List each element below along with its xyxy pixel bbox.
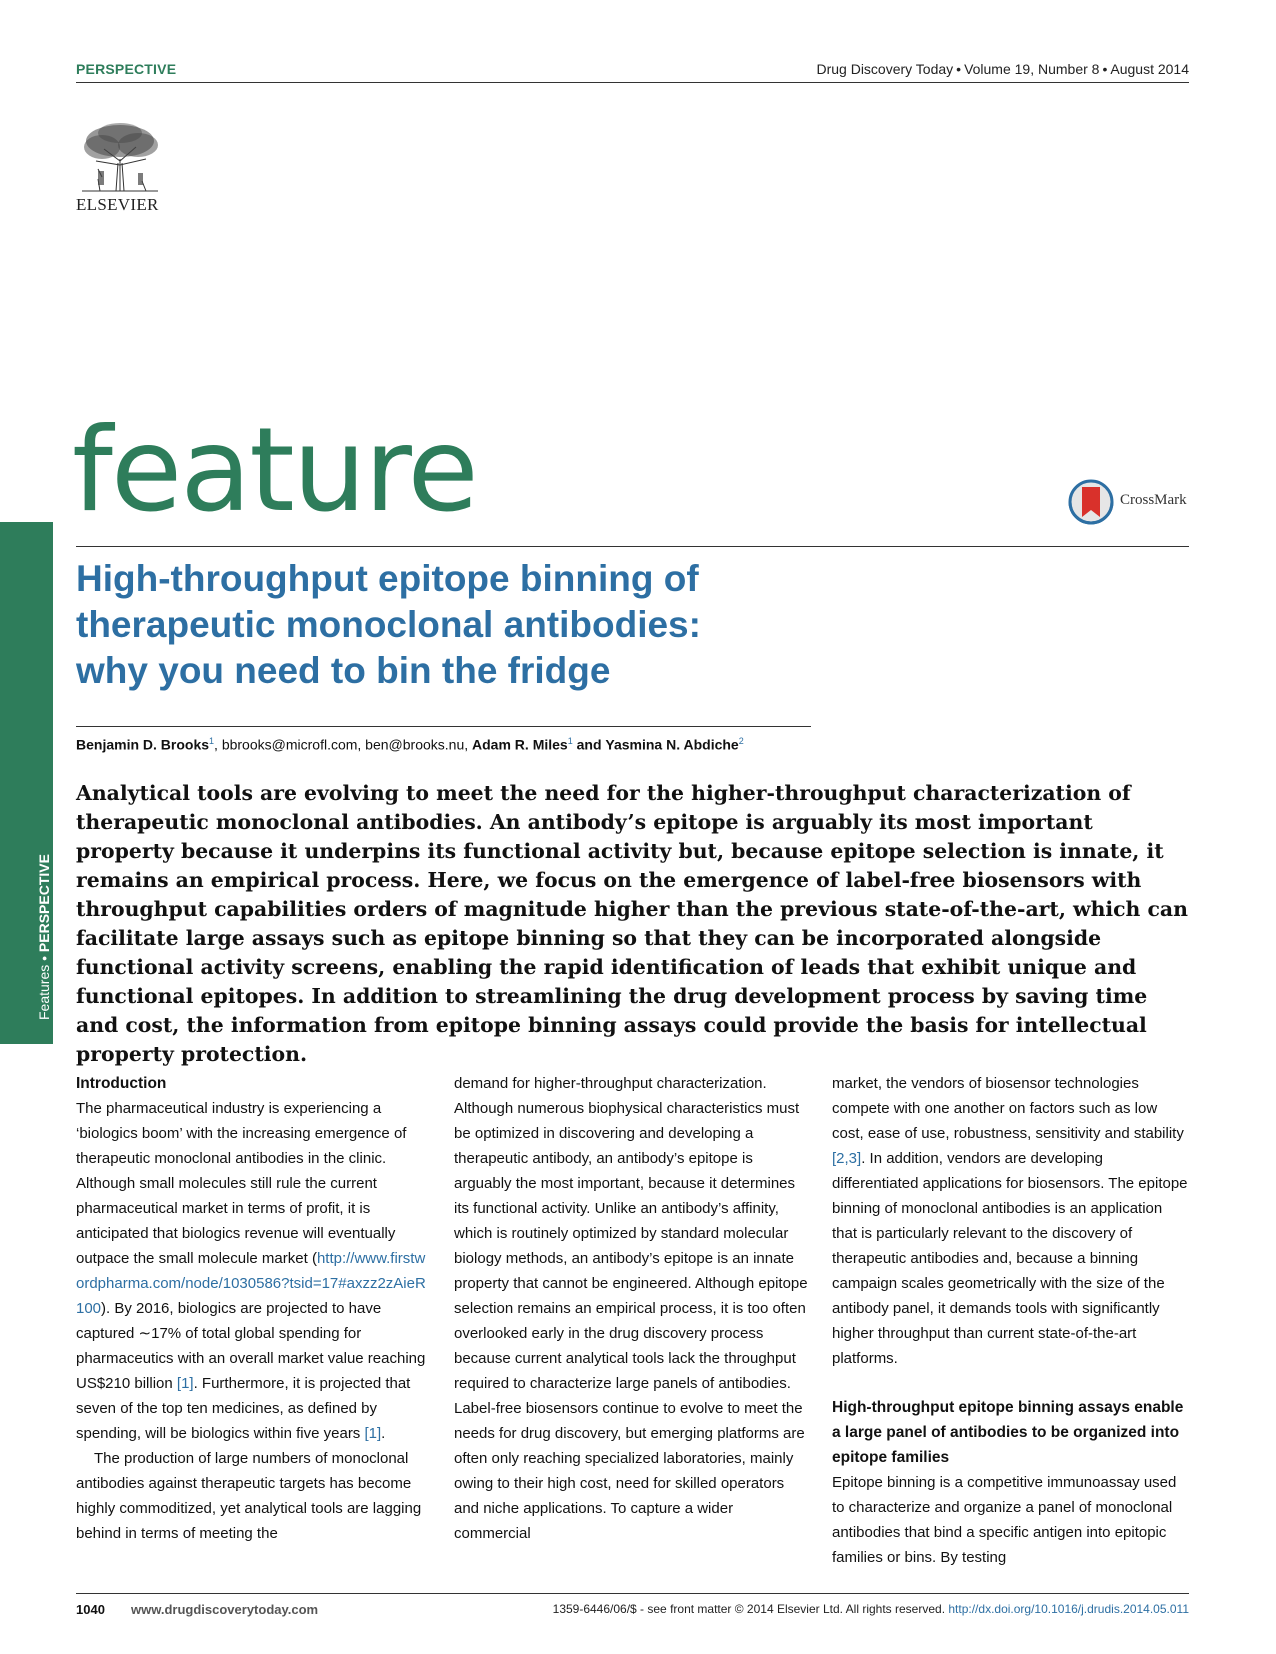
section-heading-binning: High-throughput epitope binning assays enable a large panel of antibodies to be organized into epitope families: [832, 1399, 1184, 1466]
journal-website[interactable]: www.drugdiscoverytoday.com: [131, 1602, 319, 1617]
side-tab-prefix: Features: [36, 964, 52, 1020]
body-column-3: [832, 1071, 1188, 1570]
copyright-line: [553, 1602, 1189, 1616]
paragraph-production-end: market, the vendors of biosensor technologies compete with one another on factors such as low cost, ease of use, robustness, sensitivity and stability [2,3]. In addition, vendors are developing differentiated applications for biosensors. The epitope binning of monoclonal antibodies is an application that is particularly relevant to the discovery of therapeutic antibodies and, because a binning campaign scales geometrically with the size of the antibody panel, it demands tools with significantly higher throughput than current state-of-the-art platforms.: [832, 1075, 1188, 1367]
copyright-text: 1359-6446/06/$ - see front matter © 2014 Elsevier Ltd. All rights reserved.: [552, 1602, 946, 1616]
author-list: [76, 736, 744, 753]
author-conjunction: and: [576, 736, 602, 753]
crossmark-badge[interactable]: [1068, 479, 1198, 525]
header-divider: [76, 82, 1189, 83]
title-line-1: High-throughput epitope binning of: [76, 558, 699, 599]
citation-link[interactable]: [1]: [364, 1425, 382, 1442]
author-1: Benjamin D. Brooks: [76, 736, 210, 753]
journal-date: August 2014: [1110, 61, 1189, 77]
author-2-affiliation: 1: [567, 736, 573, 746]
author-1-affiliation: 1: [209, 736, 215, 746]
citation-link[interactable]: [2,3]: [832, 1150, 862, 1167]
paragraph-production-cont: demand for higher-throughput characterization. Although numerous biophysical characteristics must be optimized in discovering and developing a therapeutic antibody, an antibody’s epitope is arguably the most important, because it determines its functional activity. Unlike an antibody’s affinity, which is routinely optimized by standard molecular biology methods, an antibody’s epitope is an innate property that cannot be engineered. Although epitope selection remains an empirical process, it is too often overlooked early in the drug discovery process because current analytical tools lack the throughput required to characterize large panels of antibodies. Label-free biosensors continue to evolve to meet the needs for drug discovery, but emerging platforms are often only reaching specialized laboratories, mainly owing to their high cost, need for skilled operators and niche applications. To capture a wider commercial: [454, 1075, 808, 1542]
title-line-2: therapeutic monoclonal antibodies:: [76, 604, 701, 645]
feature-divider: [76, 546, 1189, 547]
side-tab-section: PERSPECTIVE: [36, 854, 52, 953]
journal-name: Drug Discovery Today: [816, 61, 954, 77]
citation-link[interactable]: [1]: [176, 1375, 194, 1392]
footer-divider: [76, 1593, 1189, 1594]
doi-link[interactable]: http://dx.doi.org/10.1016/j.drudis.2014.05.011: [948, 1602, 1189, 1616]
section-heading-introduction: Introduction: [76, 1075, 167, 1092]
author-2: Adam R. Miles: [472, 736, 568, 753]
author-3: Yasmina N. Abdiche: [605, 736, 739, 753]
publisher-name: ELSEVIER: [76, 195, 159, 214]
title-divider: [76, 726, 811, 727]
section-label: PERSPECTIVE: [76, 61, 177, 77]
body-column-1: [76, 1071, 432, 1546]
author-3-affiliation: 2: [738, 736, 744, 746]
tree-logo-icon: [76, 121, 164, 193]
crossmark-label: CrossMark: [1120, 492, 1187, 508]
journal-info: Drug Discovery Today • Volume 19, Number 8 • August 2014: [816, 61, 1189, 77]
external-link[interactable]: http://www.firstwordpharma.com/node/1030586?tsid=17#axzz2zAieR100: [76, 1250, 426, 1317]
page-number: 1040: [76, 1602, 105, 1617]
feature-label: feature: [72, 403, 477, 538]
side-tab-label: Features • PERSPECTIVE: [36, 854, 52, 1020]
paragraph-production: The production of large numbers of monoclonal antibodies against therapeutic targets has become highly commoditized, yet analytical tools are lagging behind in terms of meeting the: [76, 1450, 422, 1542]
journal-volume: Volume 19, Number 8: [964, 61, 1100, 77]
article-title: [76, 556, 816, 694]
paragraph-binning: Epitope binning is a competitive immunoassay used to characterize and organize a panel of monoclonal antibodies that bind a specific antigen into epitopic families or bins. By testing: [832, 1474, 1177, 1566]
author-1-emails[interactable]: , bbrooks@microfl.com, ben@brooks.nu,: [214, 736, 469, 753]
publisher-logo: [76, 121, 166, 215]
title-line-3: why you need to bin the fridge: [76, 650, 611, 691]
body-column-2: [454, 1071, 810, 1571]
paragraph-intro: The pharmaceutical industry is experiencing a ‘biologics boom’ with the increasing emergence of therapeutic monoclonal antibodies in the clinic. Although small molecules still rule the current pharmaceutical market in terms of profit, it is anticipated that biologics revenue will eventually outpace the small molecule market (http://www.firstwordpharma.com/node/1030586?tsid=17#axzz2zAieR100). By 2016, biologics are projected to have captured ∼17% of total global spending for pharmaceutics with an overall market value reaching US$210 billion [1]. Furthermore, it is projected that seven of the top ten medicines, as defined by spending, will be biologics within five years [1].: [76, 1100, 426, 1442]
abstract: Analytical tools are evolving to meet the need for the higher-throughput characterization of therapeutic monoclonal antibodies. An antibody’s epitope is arguably its most important property because it underpins its functional activity but, because epitope selection is innate, it remains an empirical process. Here, we focus on the emergence of label-free biosensors with throughput capabilities orders of magnitude higher than the previous state-of-the-art, which can facilitate large assays such as epitope binning so that they can be incorporated alongside functional activity screens, enabling the rapid identification of leads that exhibit unique and functional epitopes. In addition to streamlining the drug development process by saving time and cost, the information from epitope binning assays could provide the basis for intellectual property protection.: [76, 781, 1188, 1066]
crossmark-icon: [1068, 479, 1114, 525]
